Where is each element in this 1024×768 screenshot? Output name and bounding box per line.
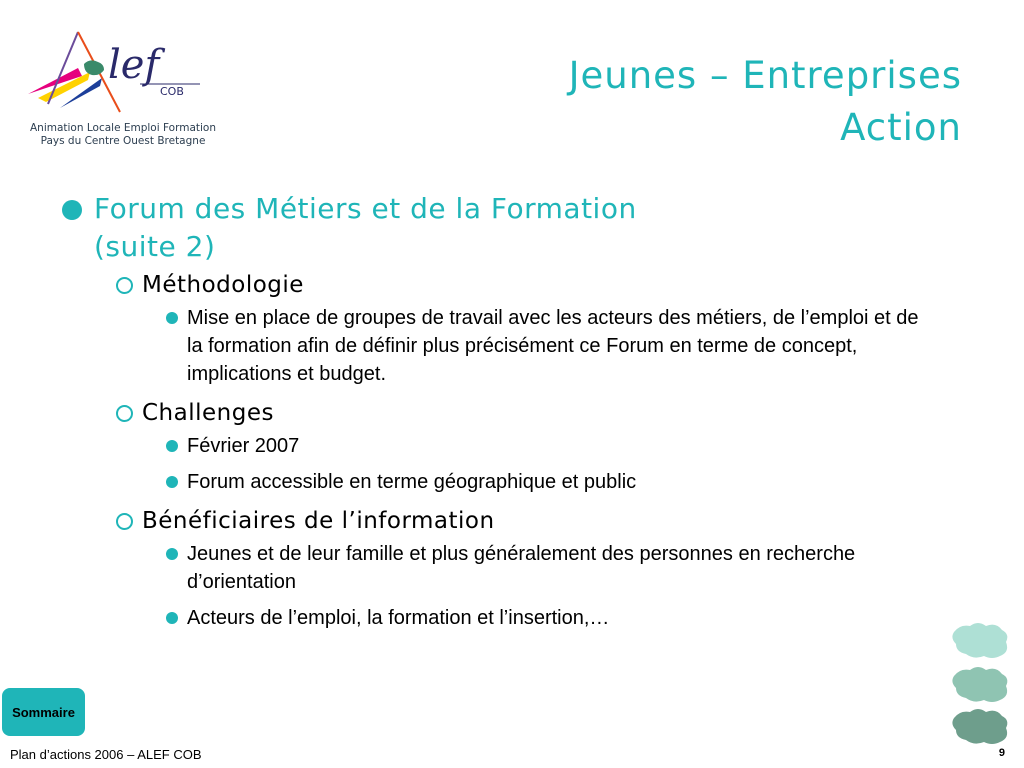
sommaire-button[interactable] [2,688,85,736]
section-heading [116,398,962,428]
list-item-text: Jeunes et de leur famille et plus généralement des personnes en recherche d’orientation [187,543,856,593]
slide-title [569,50,962,154]
footer-text: Plan d’actions 2006 – ALEF COB [10,747,202,762]
list-item [166,468,936,496]
logo-brand-text: lef [108,42,160,88]
sommaire-button-label: Sommaire [12,704,75,720]
logo-subtitle-line1: Animation Locale Emploi Formation [29,122,216,134]
list-item-text: Mise en place de groupes de travail avec les acteurs des métiers, de l’emploi et de la formation afin de définir plus précisément ce Forum en terme de concept, implications et budget. [187,307,919,385]
section-title: Méthodologie [142,272,304,298]
section-heading [116,506,962,536]
ring-bullet-icon [116,405,133,422]
list-item [166,604,936,632]
main-heading-line1: Forum des Métiers et de la Formation [94,192,637,225]
list-item-text: Acteurs de l’emploi, la formation et l’insertion,… [187,607,610,629]
ring-bullet-icon [116,513,133,530]
section-title: Bénéficiaires de l’information [142,508,495,534]
list-item [166,540,936,596]
list-item [166,304,936,388]
slide-title-line1: Jeunes – Entreprises [568,54,962,97]
main-heading [62,190,962,266]
logo-subtitle-line2: Pays du Centre Ouest Bretagne [40,135,206,147]
bullet-dot-icon [166,440,178,452]
bullet-dot-icon [166,548,178,560]
main-heading-line2: (suite 2) [94,230,216,263]
ring-bullet-icon [116,277,133,294]
bullet-dot-icon [166,612,178,624]
section-title: Challenges [142,400,274,426]
section-heading [116,270,962,300]
slide-title-line2: Action [840,106,962,149]
logo-subtitle [28,122,218,148]
brittany-map-icon [948,622,1012,750]
page-number: 9 [998,747,1005,759]
logo-cob-text: COB [160,85,184,98]
bullet-dot-icon [166,476,178,488]
bullet-dot-icon [166,312,178,324]
list-item [166,432,936,460]
slide-content [62,190,962,632]
bullet-dot-icon [62,200,82,220]
list-item-text: Février 2007 [187,435,300,457]
list-item-text: Forum accessible en terme géographique et public [187,471,637,493]
